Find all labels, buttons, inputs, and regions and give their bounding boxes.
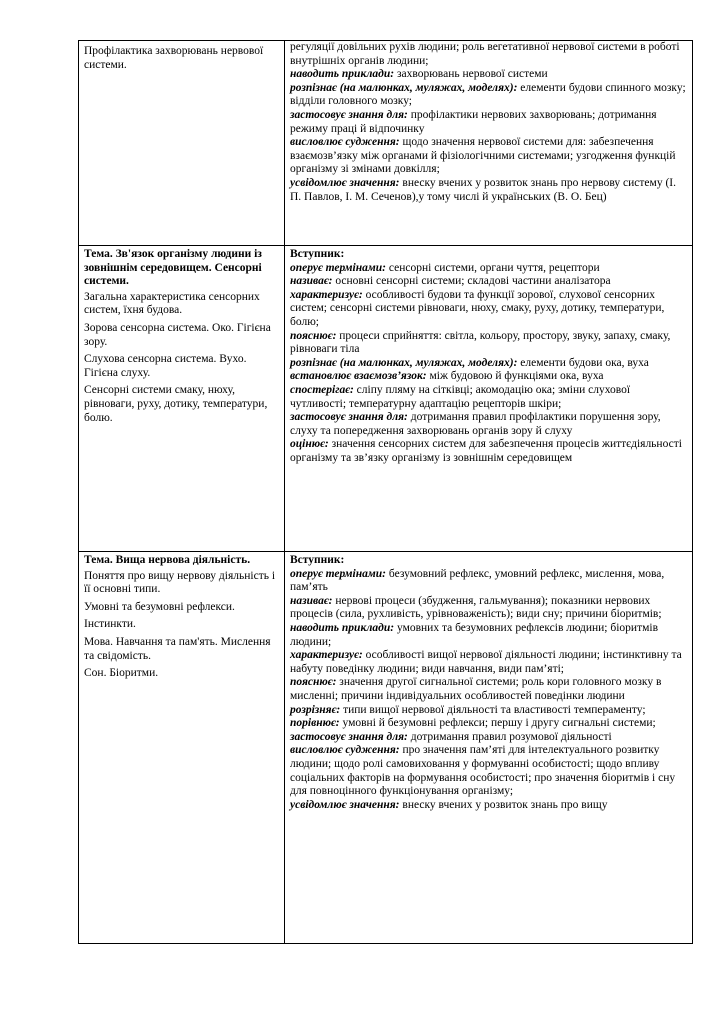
requirement-line xyxy=(290,177,688,204)
requirement-keyword: розпізнає (на малюнках, муляжах, моделях): xyxy=(290,356,518,369)
requirement-line xyxy=(290,275,688,289)
requirement-text: умовних та безумовних рефлексів людини; біоритмів людини; xyxy=(290,621,659,648)
requirement-text: особливості будови та функції зорової, слухової сенсорних систем; сенсорні системи рівноваги, нюху, смаку, руху, дотику, температури, болю; xyxy=(290,288,665,328)
requirement-line xyxy=(290,411,688,438)
requirement-line xyxy=(290,622,688,649)
requirement-line xyxy=(290,109,688,136)
requirement-text: значення другої сигнальної системи; роль кори головного мозку в мисленні; причини індивідуальних особливостей поведінки людини xyxy=(290,676,662,702)
requirement-keyword: усвідомлює значення: xyxy=(290,798,400,811)
topic-item: Загальна характеристика сенсорних систем, їхня будова. xyxy=(84,290,260,317)
requirement-text: внеску вчених у розвиток знань про нервову систему (І. П. Павлов, І. М. Сеченов),у тому числі й українських (В. О. Бец) xyxy=(290,176,676,203)
requirement-line xyxy=(290,731,688,745)
requirement-keyword: наводить приклади: xyxy=(290,68,395,81)
requirement-line xyxy=(290,649,688,676)
topic-item: Умовні та безумовні рефлекси. xyxy=(84,600,235,613)
requirement-text: типи вищої нервової діяльності та властивості темпераменту; xyxy=(340,703,646,716)
topic-item: Зорова сенсорна система. Око. Гігієна зору. xyxy=(84,321,271,348)
requirement-keyword: оперує термінами: xyxy=(290,567,386,580)
topic-item: Профілактика захворювань нервової системи. xyxy=(84,45,264,71)
requirement-keyword: оперує термінами: xyxy=(290,261,386,274)
requirement-keyword: встановлює взаємозв’язок: xyxy=(290,370,427,383)
requirement-text: безумовний рефлекс, умовний рефлекс, мислення, мова, пам’ять xyxy=(290,567,665,594)
requirement-line xyxy=(290,136,688,177)
requirement-keyword: наводить приклади: xyxy=(290,621,395,634)
requirement-keyword: розрізняє: xyxy=(290,703,341,716)
topic-item: Інстинкти. xyxy=(84,618,136,631)
requirements-cell xyxy=(285,246,693,552)
requirement-keyword: характеризує: xyxy=(290,288,363,301)
topic-cell xyxy=(79,41,285,246)
requirement-text: елементи будови спинного мозку; відділи головного мозку; xyxy=(290,81,686,108)
applicant-heading: Вступник: xyxy=(290,248,345,260)
requirement-text: дотримання правил профілактики порушення зору, слуху та попередження захворювань органів зору й слуху xyxy=(290,411,661,437)
requirement-keyword: висловлює судження: xyxy=(290,744,400,757)
table-row xyxy=(79,246,693,552)
requirement-text: сліпу пляму на сітківці; акомодацію ока; зміни слухової чутливості; температурну адаптацію рецепторів шкіри; xyxy=(290,383,631,410)
requirement-line xyxy=(290,262,688,276)
requirements-cell xyxy=(285,41,693,246)
topic-item: Слухова сенсорна система. Вухо. Гігієна слуху. xyxy=(84,353,247,379)
requirement-line xyxy=(290,68,688,82)
curriculum-table xyxy=(78,40,693,944)
requirement-line xyxy=(290,799,688,813)
requirement-text: сенсорні системи, органи чуття, рецептори xyxy=(386,261,600,274)
requirement-text: елементи будови ока, вуха xyxy=(517,356,649,369)
requirement-keyword: характеризує: xyxy=(290,649,363,662)
requirement-line xyxy=(290,676,688,703)
requirement-keyword: розпізнає (на малюнках, муляжах, моделях): xyxy=(290,81,518,94)
applicant-heading: Вступник: xyxy=(290,554,345,566)
requirement-keyword: порівнює: xyxy=(290,717,340,730)
requirement-keyword: пояснює: xyxy=(290,329,337,342)
requirement-keyword: усвідомлює значення: xyxy=(290,176,400,189)
table-row xyxy=(79,41,693,246)
requirement-keyword: висловлює судження: xyxy=(290,136,400,149)
requirements-cell xyxy=(285,552,693,944)
requirement-keyword: застосовує знання для: xyxy=(290,108,408,121)
requirement-text: особливості вищої нервової діяльності людини; інстинктивну та набуту поведінку людини; види навчання, види пам’яті; xyxy=(290,649,682,675)
requirement-line xyxy=(290,370,688,384)
requirement-text: щодо значення нервової системи для: забезпечення взаємозв’язку між органами й фізіологічними системами; узгодження функцій організму зі змінами довкілля; xyxy=(290,136,676,176)
requirement-text: нервові процеси (збудження, гальмування); показники нервових процесів (сила, рухливість, урівноваженість); види сну; причини біоритмів; xyxy=(290,594,662,621)
requirement-line xyxy=(290,438,688,465)
requirement-text: умовні й безумовні рефлекси; першу і другу сигнальні системи; xyxy=(339,717,656,730)
requirement-line xyxy=(290,744,688,798)
requirement-text: профілактики нервових захворювань; дотримання режиму праці й відпочинку xyxy=(290,108,657,135)
requirement-keyword: називає: xyxy=(290,275,333,288)
requirement-text: значення сенсорних систем для забезпечення процесів життєдіяльності організму та зв’язку організму із зовнішнім середовищем xyxy=(290,438,682,464)
requirement-line xyxy=(290,357,688,371)
requirement-text: процеси сприйняття: світла, кольору, простору, звуку, запаху, смаку, рівноваги тіла xyxy=(290,329,671,356)
topic-item: Сон. Біоритми. xyxy=(84,667,159,680)
requirement-text: регуляції довільних рухів людини; роль вегетативної нервової системи в роботі внутрішніх органів людини; xyxy=(290,41,680,67)
topic-item: Поняття про вищу нервову діяльність і її основні типи. xyxy=(84,569,276,596)
topic-item: Мова. Навчання та пам'ять. Мислення та свідомість. xyxy=(84,635,271,662)
topic-title: Тема. Зв'язок організму людини із зовнішнім середовищем. Сенсорні системи. xyxy=(84,248,262,288)
topic-cell xyxy=(79,246,285,552)
requirement-line xyxy=(290,704,688,718)
requirement-text: між будовою й функціями ока, вуха xyxy=(426,370,604,383)
topic-item: Сенсорні системи смаку, нюху, рівноваги, руху, дотику, температури, болю. xyxy=(84,384,268,424)
requirement-text: про значення пам’яті для інтелектуального розвитку людини; щодо ролі самовиховання у формуванні особистості; щодо впливу соціальних факторів на формування особистості; про значення біоритмів і сну для повноцінного функціонування організму; xyxy=(290,744,676,798)
requirement-line xyxy=(290,717,688,731)
requirement-keyword: застосовує знання для: xyxy=(290,411,408,424)
topic-cell xyxy=(79,552,285,944)
table-row xyxy=(79,552,693,944)
requirement-line xyxy=(290,595,688,622)
requirement-line xyxy=(290,384,688,411)
requirement-text: основні сенсорні системи; складові частини аналізатора xyxy=(332,275,611,288)
requirement-keyword: називає: xyxy=(290,594,333,607)
requirement-line xyxy=(290,330,688,357)
requirement-line xyxy=(290,41,688,68)
requirement-text: дотримання правил розумової діяльності xyxy=(407,730,612,743)
requirement-keyword: пояснює: xyxy=(290,676,337,689)
requirement-line xyxy=(290,568,688,595)
requirement-text: захворювань нервової системи xyxy=(394,68,548,81)
requirement-line xyxy=(290,82,688,109)
requirement-line xyxy=(290,289,688,330)
requirement-keyword: спостерігає: xyxy=(290,383,354,396)
document-page xyxy=(78,40,685,944)
topic-title: Тема. Вища нервова діяльність. xyxy=(84,554,251,566)
requirement-keyword: застосовує знання для: xyxy=(290,730,408,743)
requirement-keyword: оцінює: xyxy=(290,438,329,451)
requirement-text: внеску вчених у розвиток знань про вищу xyxy=(399,798,608,811)
